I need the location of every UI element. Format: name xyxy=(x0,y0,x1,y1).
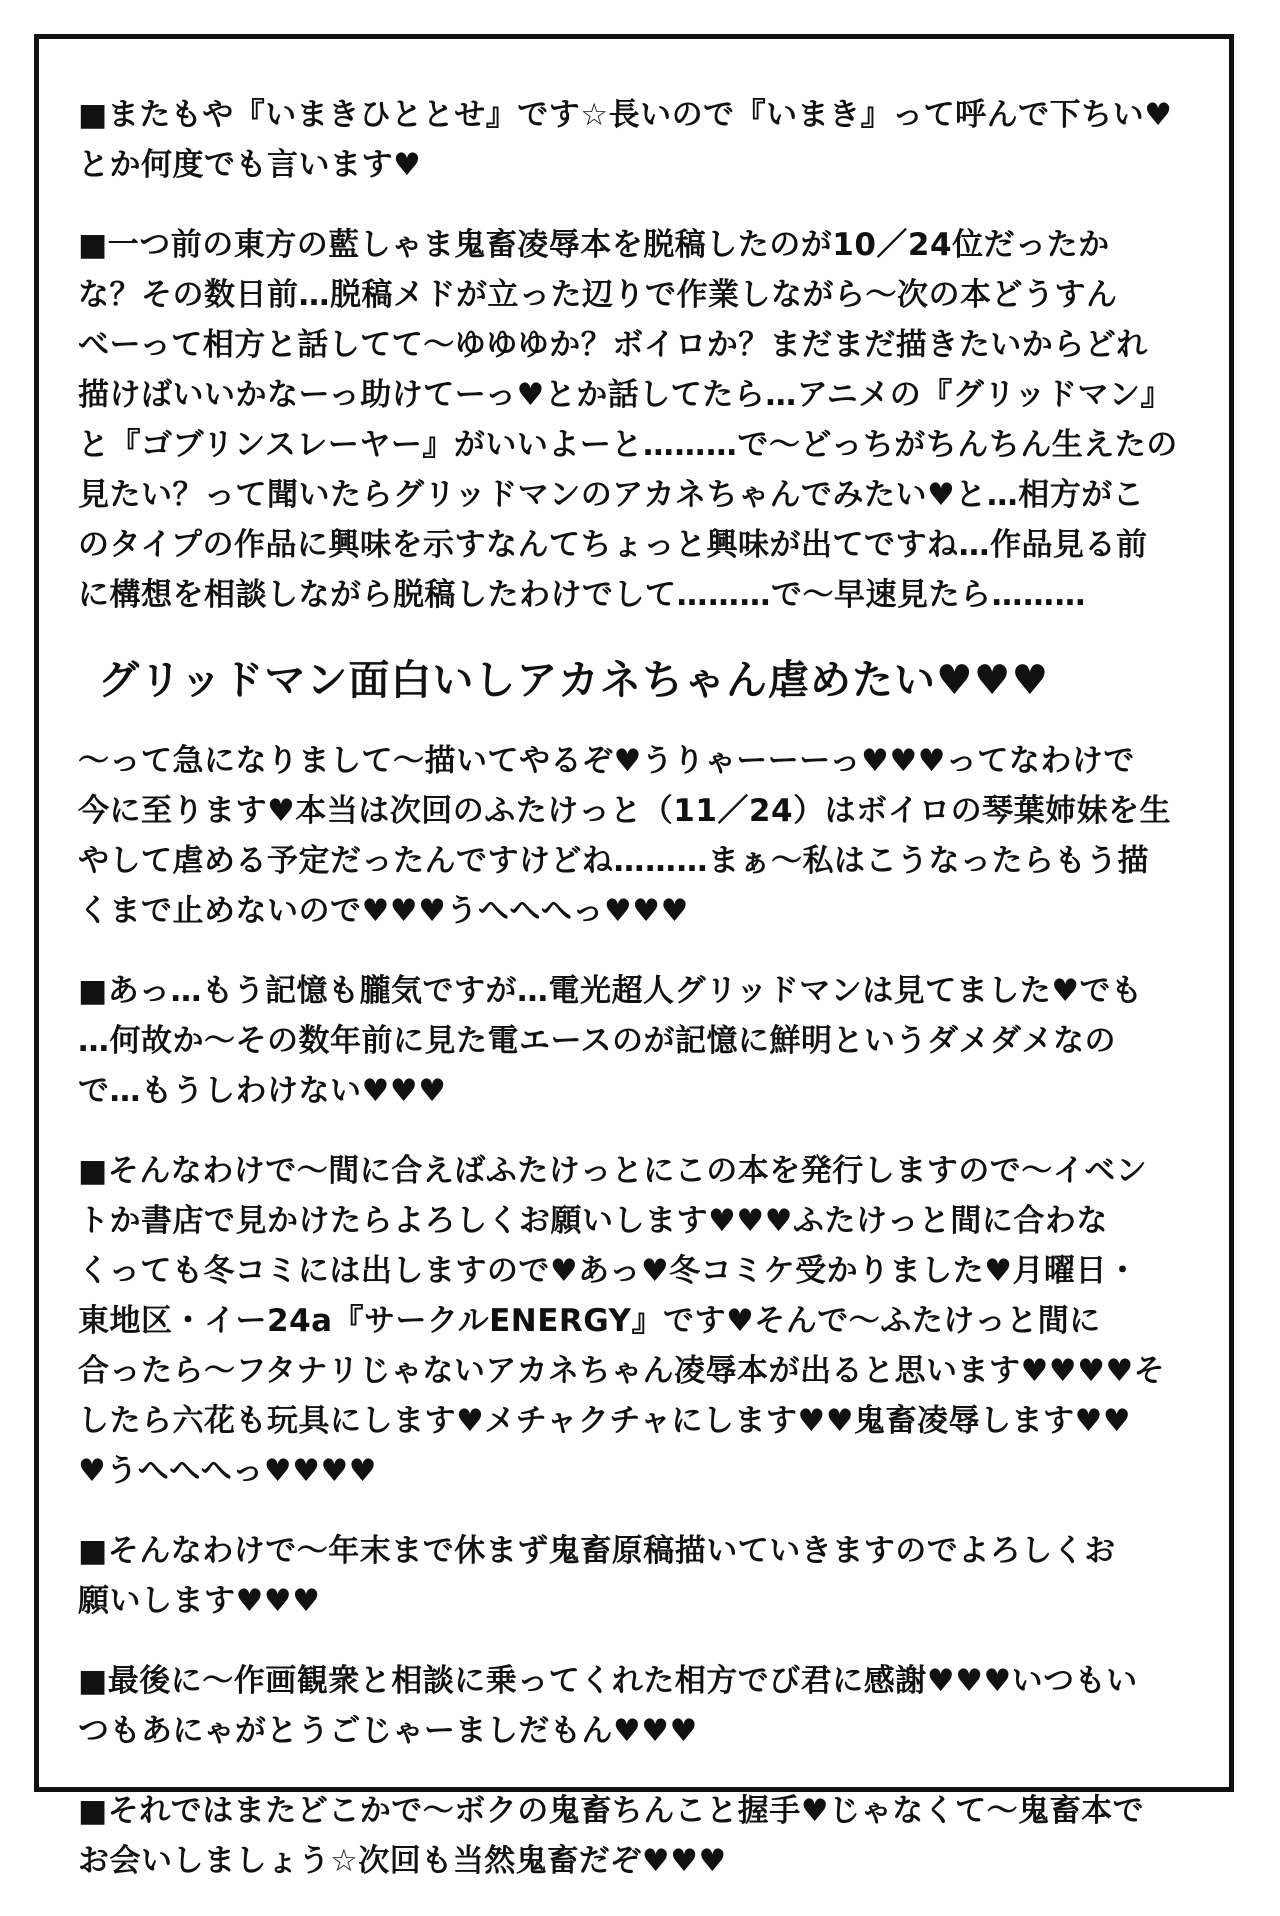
text-line: 今に至ります♥本当は次回のふたけっと（11／24）はボイロの琴葉姉妹を生 xyxy=(78,793,1172,829)
text-line: べーって相方と話してて～ゆゆゆか？ボイロか？まだまだ描きたいからどれ xyxy=(78,327,1148,363)
text-line: ■あっ…もう記憶も朧気ですが…電光超人グリッドマンは見てました♥でも xyxy=(78,973,1143,1009)
text-line: お会いしましょう☆次回も当然鬼畜だぞ♥♥♥ xyxy=(78,1843,727,1879)
text-line: 東地区・イー24a『サークルENERGY』です♥そんで～ふたけっと間に xyxy=(78,1303,1101,1339)
text-line: ■そんなわけで～間に合えばふたけっとにこの本を発行しますので～イベン xyxy=(78,1153,1148,1189)
text-line: 描けばいいかなーっ助けてーっ♥とか話してたら…アニメの『グリッドマン』 xyxy=(78,377,1173,413)
text-line: ■そんなわけで～年末まで休まず鬼畜原稿描いていきますのでよろしくお xyxy=(78,1533,1116,1569)
paragraph-8 xyxy=(78,1786,1168,1886)
text-line: とか何度でも言います♥ xyxy=(78,147,422,183)
paragraph-2 xyxy=(78,220,1178,620)
paragraph-1 xyxy=(78,90,1173,190)
text-line: ♥うへへへっ♥♥♥♥ xyxy=(78,1453,377,1489)
paragraph-6 xyxy=(78,1526,1168,1626)
text-line: トか書店で見かけたらよろしくお願いします♥♥♥ふたけっと間に合わな xyxy=(78,1203,1108,1239)
text-line: くまで止めないので♥♥♥うへへへっ♥♥♥ xyxy=(78,893,689,929)
paragraph-3 xyxy=(78,736,1172,936)
afterword-text xyxy=(78,90,1178,1916)
text-line: 見たい？って聞いたらグリッドマンのアカネちゃんでみたい♥と…相方がこ xyxy=(78,477,1145,513)
text-line: と『ゴブリンスレーヤー』がいいよーと………で～どっちがちんちん生えたの xyxy=(78,427,1178,463)
headline: グリッドマン面白いしアカネちゃん虐めたい♥♥♥ xyxy=(98,656,1050,704)
text-line: 願いします♥♥♥ xyxy=(78,1583,321,1619)
text-line: 合ったら～フタナリじゃないアカネちゃん凌辱本が出ると思います♥♥♥♥そ xyxy=(78,1353,1166,1389)
text-line: のタイプの作品に興味を示すなんてちょっと興味が出てですね…作品見る前 xyxy=(78,527,1148,563)
text-line: ～って急になりまして～描いてやるぞ♥うりゃーーーっ♥♥♥ってなわけで xyxy=(78,743,1135,779)
text-line: ■最後に～作画観衆と相談に乗ってくれた相方でび君に感謝♥♥♥いつもい xyxy=(78,1663,1138,1699)
text-line: したら六花も玩具にします♥メチャクチャにします♥♥鬼畜凌辱します♥♥ xyxy=(78,1403,1132,1439)
text-line: …何故か～その数年前に見た電エースのが記憶に鮮明というダメダメなの xyxy=(78,1023,1116,1059)
text-line: ■またもや『いまきひととせ』です☆長いので『いまき』って呼んで下ちい♥ xyxy=(78,97,1173,133)
text-line: に構想を相談しながら脱稿したわけでして………で～早速見たら……… xyxy=(78,577,1086,613)
text-line: つもあにゃがとうごじゃーましだもん♥♥♥ xyxy=(78,1713,698,1749)
text-line: ■それではまたどこかで～ボクの鬼畜ちんこと握手♥じゃなくて～鬼畜本で xyxy=(78,1793,1145,1829)
paragraph-4 xyxy=(78,966,1168,1116)
text-line: な？その数日前…脱稿メドが立った辺りで作業しながら～次の本どうすん xyxy=(78,277,1118,313)
paragraph-7 xyxy=(78,1656,1168,1756)
text-line: で…もうしわけない♥♥♥ xyxy=(78,1073,447,1109)
text-line: やして虐める予定だったんですけどね………まぁ～私はこうなったらもう描 xyxy=(78,843,1149,879)
text-line: ■一つ前の東方の藍しゃま鬼畜凌辱本を脱稿したのが10／24位だったか xyxy=(78,227,1110,263)
paragraph-5 xyxy=(78,1146,1168,1496)
text-line: くっても冬コミには出しますので♥あっ♥冬コミケ受かりました♥月曜日・ xyxy=(78,1253,1139,1289)
